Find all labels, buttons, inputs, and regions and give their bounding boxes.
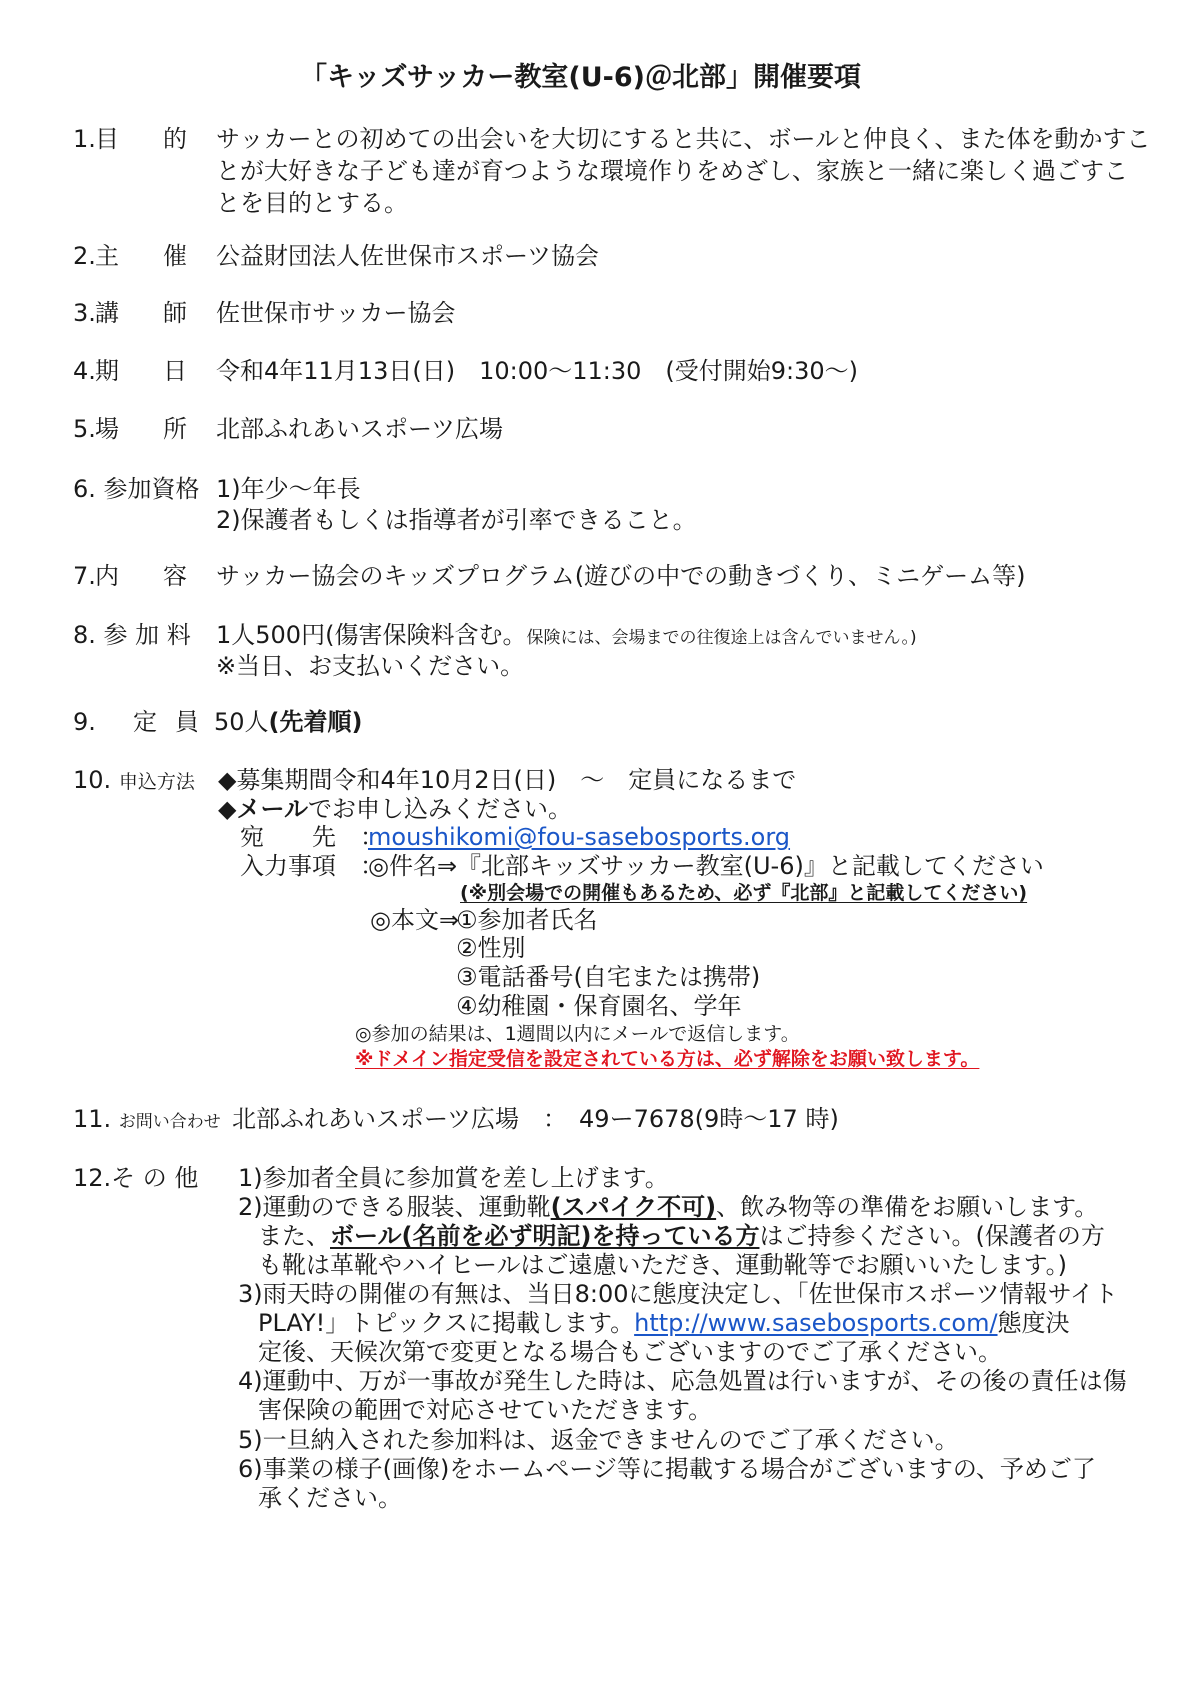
other-item-1: 1)参加者全員に参加賞を差し上げます。 (238, 1164, 669, 1192)
domain-warning: ※ドメイン指定受信を設定されている方は、必ず解除をお願い致します。 (355, 1048, 980, 1070)
page-title: 「キッズサッカー教室(U-6)＠北部」開催要項 (300, 62, 861, 93)
other-item-5: 5)一旦納入された参加料は、返金できませんのでご了承ください。 (238, 1426, 959, 1454)
section-12-label: 12.そ の 他 (73, 1164, 199, 1192)
section-9-label: 9. 定 員 (73, 708, 199, 736)
body-item-1: ①参加者氏名 (456, 906, 598, 934)
email-link[interactable]: moushikomi@fou-sasebosports.org (368, 823, 791, 851)
section-3-label: 3. 講 師 (73, 299, 187, 327)
other-item-2b: また、ボール(名前を必ず明記)を持っている方はご持参ください。(保護者の方 (258, 1222, 1105, 1250)
other-item-6b: 承ください。 (258, 1484, 402, 1512)
other-item-6a: 6)事業の様子(画像)をホームページ等に掲載する場合がございますの、予めご了 (238, 1455, 1096, 1483)
other-item-3c: 定後、天候次第で変更となる場合もございますのでご了承ください。 (258, 1338, 1002, 1366)
body-item-4: ④幼稚園・保育園名、学年 (456, 992, 742, 1020)
application-period: ◆募集期間令和4年10月2日(日) ～ 定員になるまで (218, 766, 797, 794)
purpose-line-3: とを目的とする。 (216, 189, 408, 217)
subject-instruction: ◎件名⇒『北部キッズサッカー教室(U-6)』と記載してください (368, 852, 1044, 880)
date-text: 令和4年11月13日(日) 10:00～11:30 (受付開始9:30～) (216, 357, 859, 385)
recipient-label: 宛 先 ： (240, 823, 384, 851)
fee-note: ※当日、お支払いください。 (216, 652, 525, 680)
body-item-2: ②性別 (456, 934, 526, 962)
body-item-3: ③電話番号(自宅または携帯) (456, 963, 761, 991)
other-item-4b: 害保険の範囲で対応させていただきます。 (258, 1396, 713, 1424)
section-6-label: 6. 参加資格 (73, 475, 200, 503)
purpose-line-1: サッカーとの初めての出会いを大切にすると共に、ボールと仲良く、また体を動かすこ (216, 125, 1151, 153)
result-note: ◎参加の結果は、1週間以内にメールで返信します。 (355, 1023, 800, 1045)
purpose-line-2: とが大好きな子ども達が育つような環境作りをめざし、家族と一緒に楽しく過ごすこ (216, 157, 1128, 185)
capacity-text: 50人(先着順) (214, 708, 363, 736)
other-item-3b: PLAY!」トピックスに掲載します。http://www.sasebosports.com/態度決 (258, 1309, 1070, 1337)
section-8-label: 8. 参 加 料 (73, 621, 191, 649)
subject-note: (※別会場での開催もあるため、必ず『北部』と記載してください) (460, 882, 1028, 904)
organizer-text: 公益財団法人佐世保市スポーツ協会 (216, 242, 600, 270)
application-method: ◆メールでお申し込みください。 (218, 795, 572, 823)
section-7-label: 7. 内 容 (73, 562, 187, 590)
other-item-3a: 3)雨天時の開催の有無は、当日8:00に態度決定し、「佐世保市スポーツ情報サイト (238, 1280, 1118, 1308)
body-prefix: ◎本文⇒ (370, 906, 460, 934)
venue-text: 北部ふれあいスポーツ広場 (216, 415, 504, 443)
section-10-label: 10. 申込方法 (73, 766, 195, 794)
section-4-label: 4. 期 日 (73, 357, 187, 385)
section-11-label: 11. お問い合わせ (73, 1105, 221, 1133)
fee-text: 1人500円(傷害保険料含む。保険には、会場までの往復途上は含んでいません。) (216, 621, 917, 649)
content-text: サッカー協会のキッズプログラム(遊びの中での動きづくり、ミニゲーム等) (216, 562, 1026, 590)
section-2-label: 2. 主 催 (73, 242, 187, 270)
website-link[interactable]: http://www.sasebosports.com/ (634, 1309, 998, 1337)
input-items-label: 入力事項 ： (240, 852, 384, 880)
section-1-label: 1. 目 的 (73, 125, 187, 153)
contact-text: 北部ふれあいスポーツ広場 ： 49ー7678(9時～17 時) (232, 1105, 839, 1133)
other-item-2a: 2)運動のできる服装、運動靴(スパイク不可)、飲み物等の準備をお願いします。 (238, 1193, 1099, 1221)
eligibility-2: 2)保護者もしくは指導者が引率できること。 (216, 506, 697, 534)
eligibility-1: 1)年少～年長 (216, 475, 361, 503)
other-item-4a: 4)運動中、万が一事故が発生した時は、応急処置は行いますが、その後の責任は傷 (238, 1367, 1127, 1395)
other-item-2c: も靴は革靴やハイヒールはご遠慮いただき、運動靴等でお願いいたします。) (258, 1251, 1068, 1279)
instructor-text: 佐世保市サッカー協会 (216, 299, 456, 327)
section-5-label: 5. 場 所 (73, 415, 187, 443)
